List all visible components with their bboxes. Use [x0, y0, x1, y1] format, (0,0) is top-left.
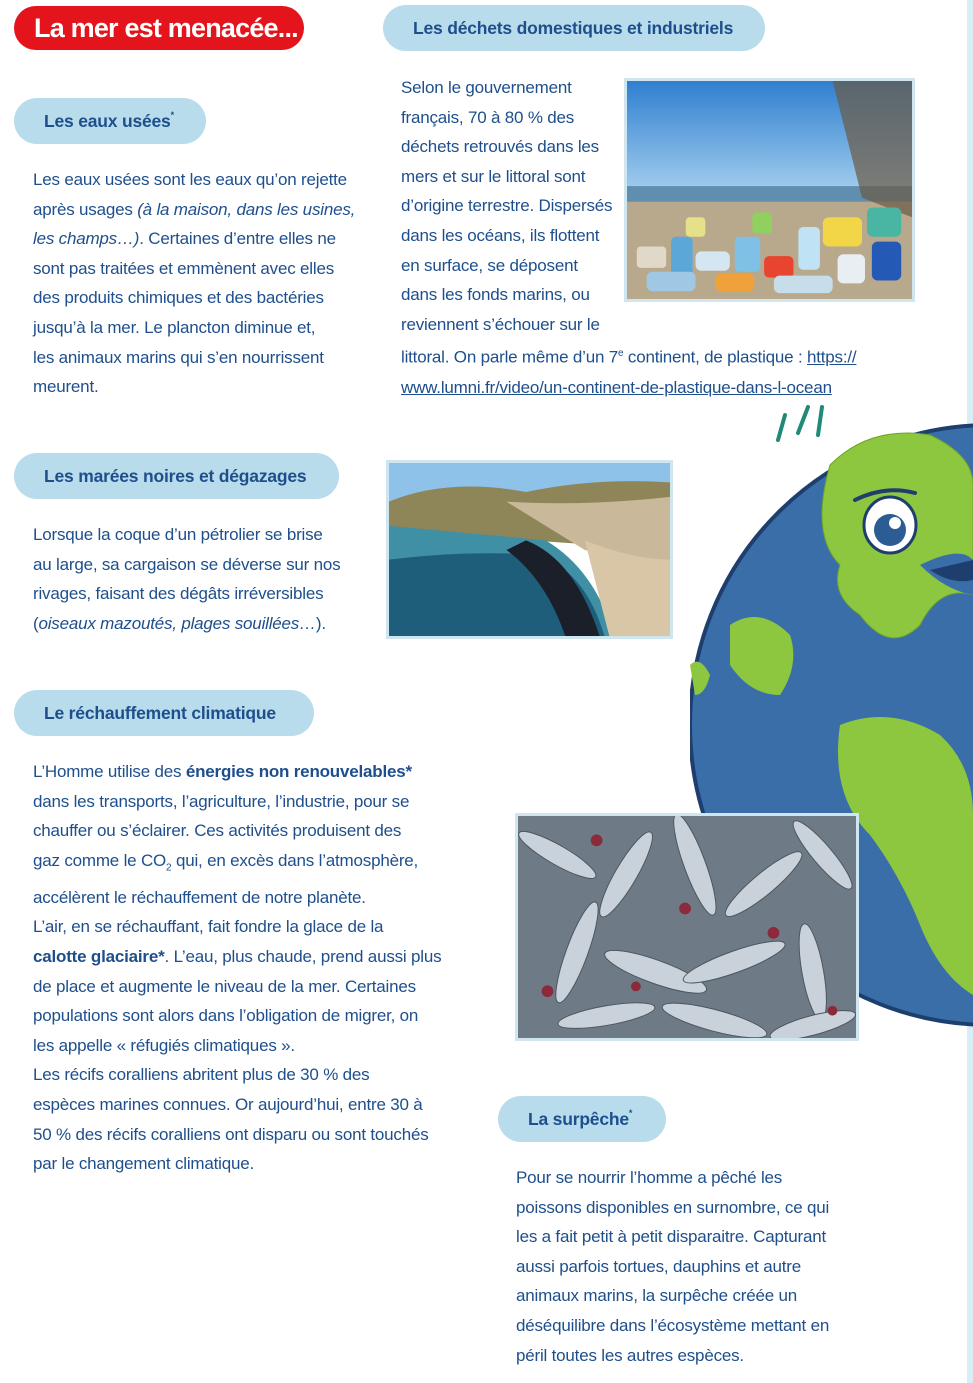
- text-run: . L’eau, plus chaude, prend aussi plus: [164, 946, 442, 966]
- text-line: dans les transports, l’agriculture, l’industrie, pour se: [33, 791, 410, 811]
- text-line: [33, 313, 355, 343]
- fish-image: [518, 816, 856, 1038]
- text-line: populations sont alors dans l’obligation de migrer, on: [33, 1006, 419, 1026]
- text-run: . Certaines d’entre elles ne: [139, 229, 336, 249]
- text-line: reviennent s’échouer sur le: [401, 314, 600, 334]
- text-run-bold: calotte glaciaire*: [33, 946, 165, 966]
- surpeche-text: [516, 1163, 829, 1370]
- text-line: d’origine terrestre. Dispersés: [401, 196, 613, 216]
- text-line: dans les océans, ils flottent: [401, 225, 600, 245]
- text-line: [33, 343, 355, 373]
- text-line: aussi parfois tortues, dauphins et autre: [516, 1256, 801, 1276]
- marees-text: [33, 520, 340, 638]
- text-line: L’air, en se réchauffant, fait fondre la glace de la: [33, 917, 384, 937]
- text-run: meurent.: [33, 377, 99, 397]
- photo-plastic-waste-beach: [624, 78, 915, 302]
- text-line: dans les fonds marins, ou: [401, 285, 590, 305]
- text-line: [33, 550, 340, 580]
- text-line: [401, 339, 856, 372]
- heading-surpeche-label: La surpêche: [528, 1109, 629, 1129]
- heading-dechets-label: Les déchets domestiques et industriels: [413, 18, 734, 38]
- text-run: les animaux marins qui s’en nourrissent: [33, 347, 324, 367]
- text-run: sont pas traitées et emmènent avec elles: [33, 258, 334, 278]
- text-line: animaux marins, la surpêche créée un: [516, 1286, 798, 1306]
- eaux-usees-text: [33, 165, 355, 402]
- text-line: 50 % des récifs coralliens ont disparu ou sont touchés: [33, 1124, 429, 1144]
- text-line: de place et augmente le niveau de la mer. Certaines: [33, 976, 416, 996]
- text-run: rivages, faisant des dégâts irréversibles: [33, 584, 324, 604]
- heading-marees-noires-label: Les marées noires et dégazages: [44, 466, 307, 486]
- text-line: [33, 520, 340, 550]
- text-run-bold: énergies non renouvelables*: [185, 762, 412, 781]
- text-line: [33, 165, 355, 195]
- text-run: jusqu’à la mer. Le plancton diminue et,: [33, 317, 316, 337]
- text-line: espèces marines connues. Or aujourd’hui, entre 30 à: [33, 1094, 423, 1114]
- text-line: par le changement climatique.: [33, 1154, 254, 1174]
- heading-surpeche: [498, 1096, 666, 1142]
- heading-rechauffement-label: Le réchauffement climatique: [44, 703, 276, 723]
- text-line: [33, 195, 355, 225]
- text-run: au large, sa cargaison se déverse sur nos: [33, 554, 341, 574]
- text-line: [33, 283, 355, 313]
- text-run-italic: oiseaux mazoutés, plages souillées…: [38, 613, 316, 633]
- heading-marees-noires: [14, 453, 339, 499]
- text-line: français, 70 à 80 % des: [401, 107, 575, 127]
- rechauffement-text: [33, 757, 441, 1179]
- text-line: [33, 579, 340, 609]
- heading-rechauffement: [14, 690, 314, 736]
- lumni-link-part1[interactable]: https://: [807, 348, 857, 367]
- heading-eaux-usees-mark: *: [170, 110, 174, 120]
- oil-spill-image: [389, 463, 670, 636]
- text-line: [33, 846, 441, 883]
- text-line: chauffer ou s’éclairer. Ces activités produisent des: [33, 821, 402, 841]
- heading-eaux-usees: [14, 98, 206, 144]
- text-run-sub: 2: [166, 862, 172, 874]
- text-line: [33, 609, 340, 639]
- lumni-link[interactable]: www.lumni.fr/video/un-continent-de-plastique-dans-l-ocean: [401, 377, 832, 397]
- heading-dechets: [383, 5, 765, 51]
- text-line: Selon le gouvernement: [401, 78, 572, 97]
- text-run: Les eaux usées sont les eaux qu’on rejette: [33, 170, 347, 189]
- text-line: déchets retrouvés dans les: [401, 137, 599, 157]
- text-line: accélèrent le réchauffement de notre planète.: [33, 887, 366, 907]
- text-run-italic: (à la maison, dans les usines,: [137, 199, 356, 219]
- text-line: mers et sur le littoral sont: [401, 166, 586, 186]
- text-run: Lorsque la coque d’un pétrolier se brise: [33, 525, 323, 544]
- photo-oil-spill-coast: [386, 460, 673, 639]
- text-run: continent, de plastique :: [623, 348, 807, 367]
- text-line: en surface, se déposent: [401, 255, 578, 275]
- heading-surpeche-mark: *: [628, 1108, 633, 1118]
- text-run: gaz comme le CO: [33, 850, 167, 870]
- plastic-beach-image: [627, 81, 912, 299]
- text-line: [33, 757, 441, 787]
- text-run: L’Homme utilise des: [33, 762, 186, 781]
- heading-eaux-usees-label: Les eaux usées: [44, 111, 171, 131]
- text-line: [33, 942, 441, 972]
- text-run: après usages: [33, 199, 138, 219]
- text-line: les appelle « réfugiés climatiques ».: [33, 1035, 295, 1055]
- text-line: [33, 372, 355, 402]
- text-run: (: [33, 613, 39, 633]
- text-run: qui, en excès dans l’atmosphère,: [171, 850, 419, 870]
- page-title: La mer est menacée...: [14, 6, 304, 50]
- text-line: Les récifs coralliens abritent plus de 30 % des: [33, 1065, 370, 1085]
- text-line: Pour se nourrir l’homme a pêché les: [516, 1168, 783, 1187]
- text-run: ).: [315, 613, 326, 633]
- text-line: déséquilibre dans l’écosystème mettant en: [516, 1315, 830, 1335]
- photo-fish-pile: [515, 813, 859, 1041]
- text-run-italic: les champs…): [33, 229, 140, 249]
- text-line: les a fait petit à petit disparaitre. Capturant: [516, 1227, 826, 1247]
- text-line: [33, 224, 355, 254]
- text-line: péril toutes les autres espèces.: [516, 1345, 744, 1365]
- text-line: poissons disponibles en surnombre, ce qui: [516, 1197, 830, 1217]
- text-run-sup: e: [618, 348, 624, 360]
- text-line: [33, 254, 355, 284]
- text-run: littoral. On parle même d’un 7: [401, 348, 618, 367]
- text-run: des produits chimiques et des bactéries: [33, 288, 324, 308]
